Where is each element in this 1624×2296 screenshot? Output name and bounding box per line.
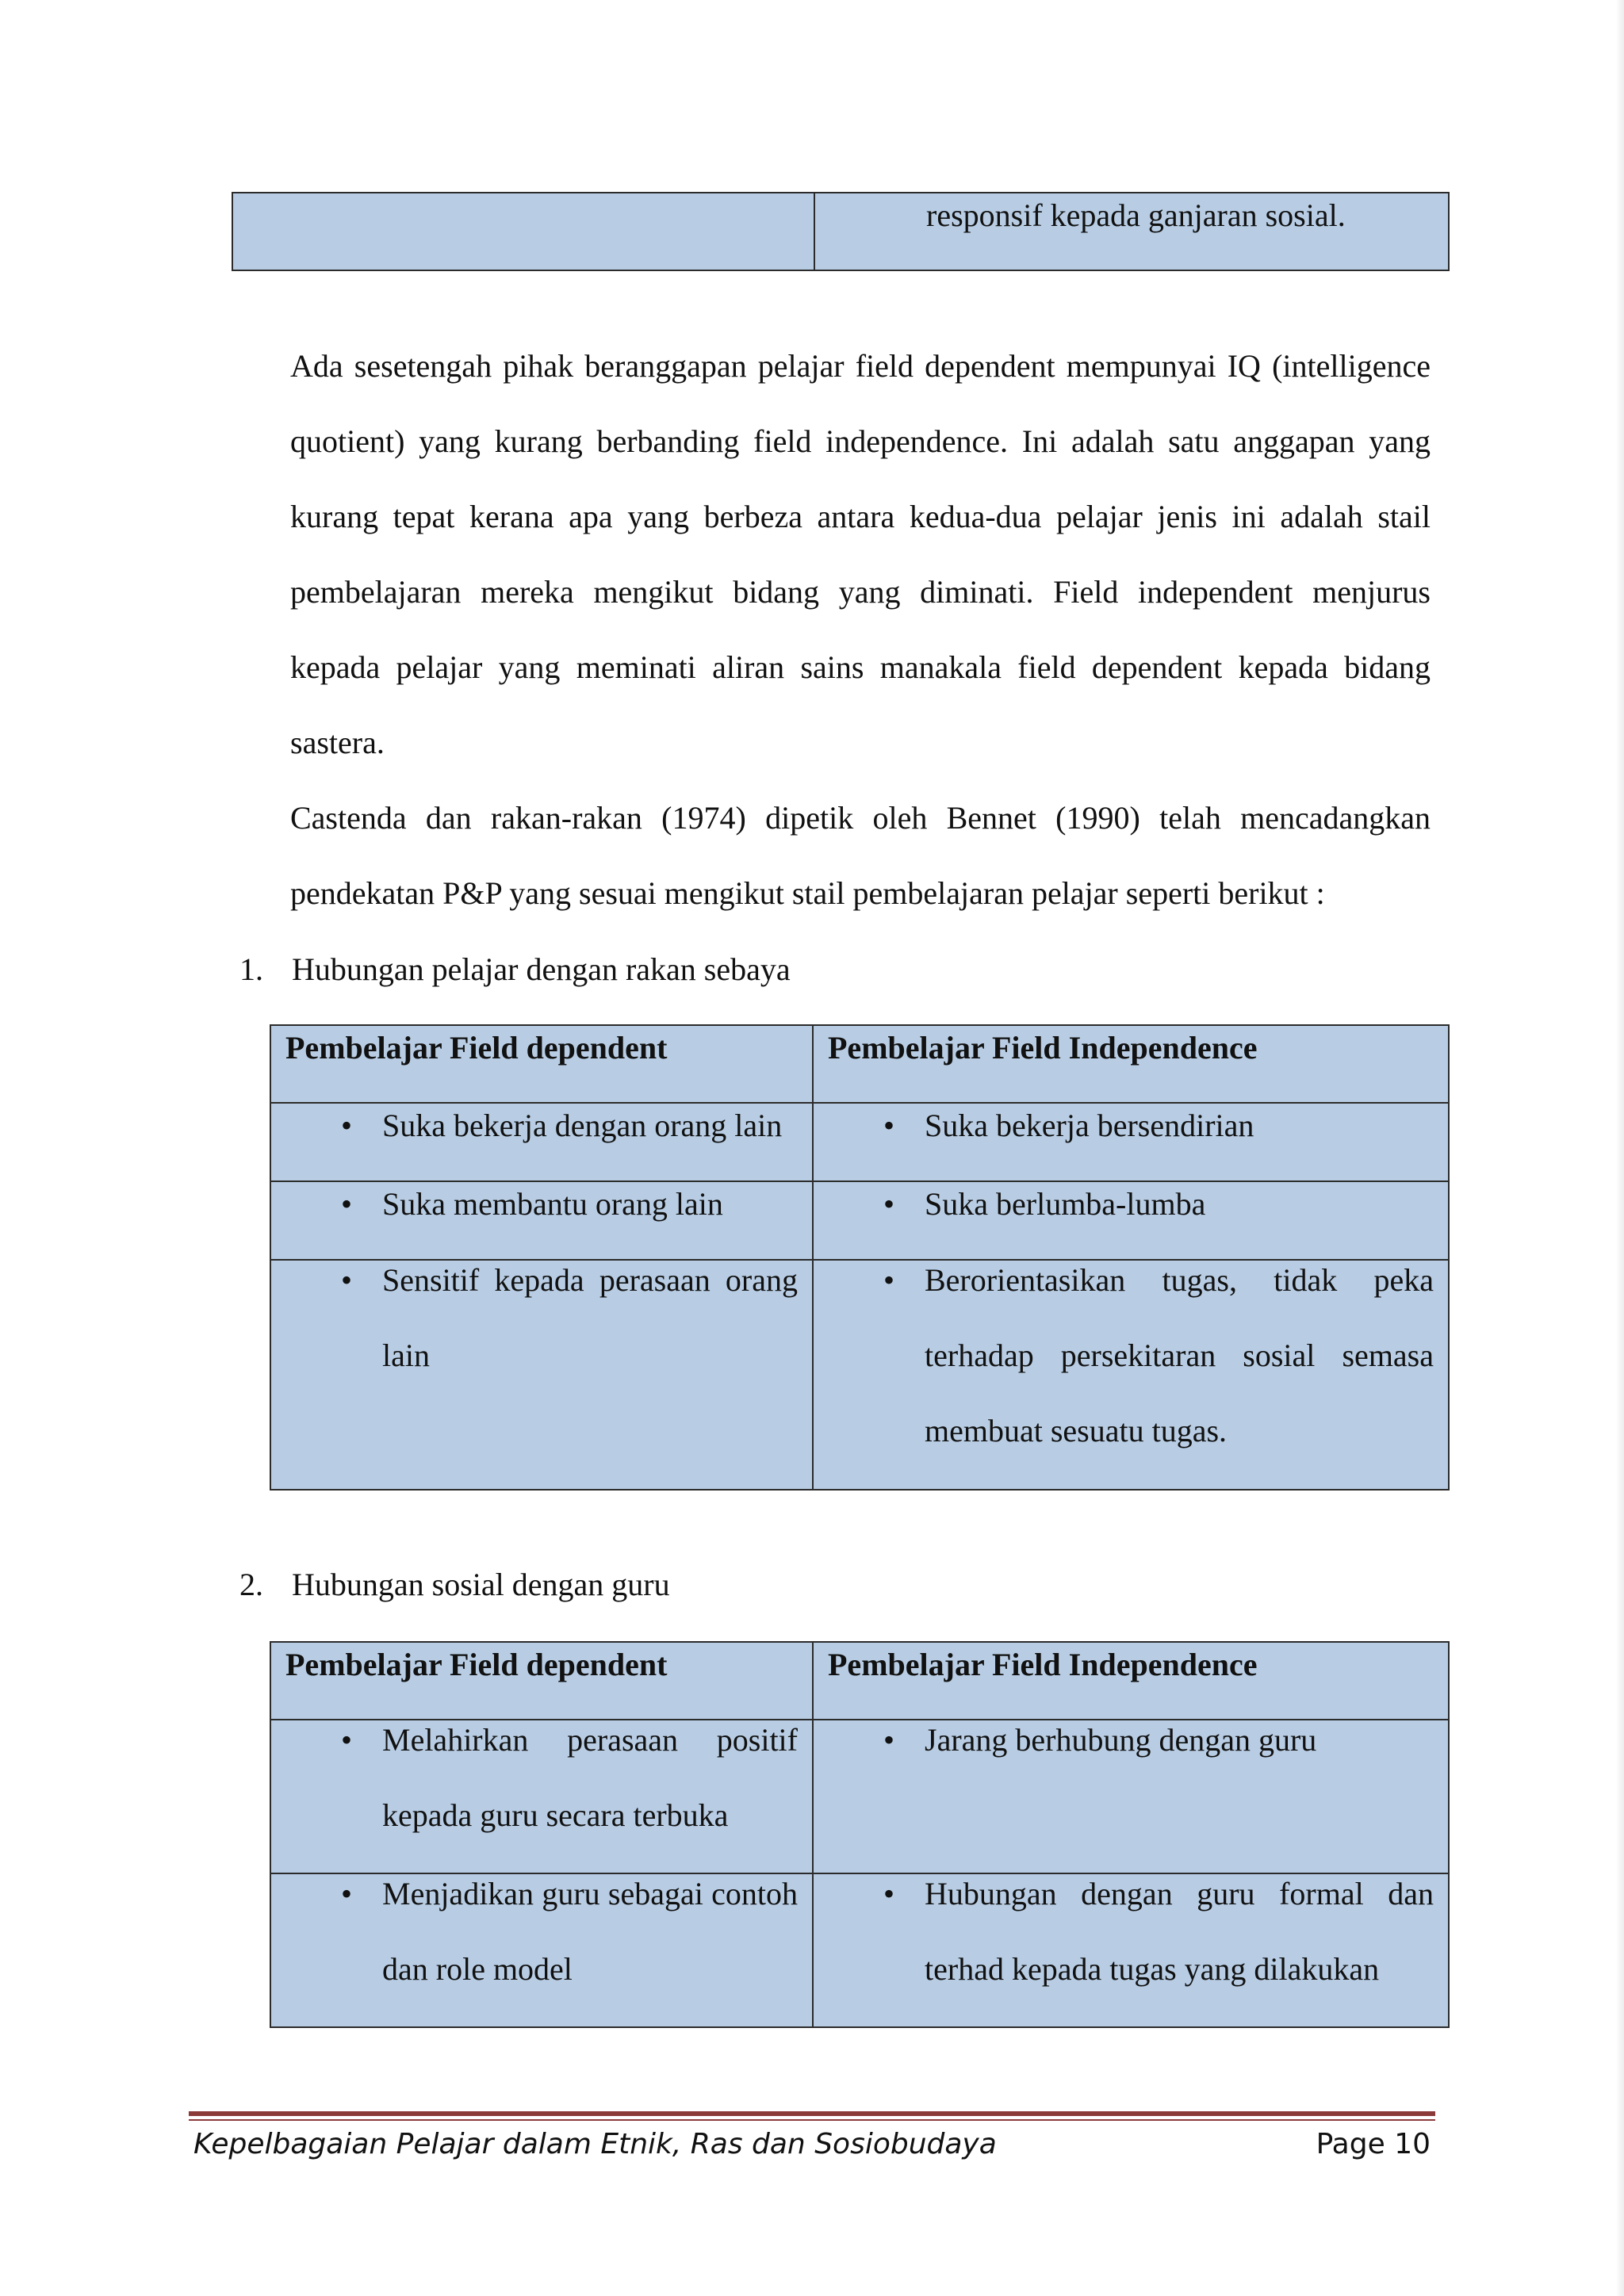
bullet-icon: • xyxy=(340,1722,352,1758)
bullet-icon: • xyxy=(340,1876,352,1911)
section-1-heading xyxy=(239,951,791,989)
cell-text: Melahirkan perasaan positif kepada guru secara terbuka xyxy=(382,1722,798,1833)
section-1-table xyxy=(270,1024,1450,1490)
table-cell xyxy=(813,1873,1449,2027)
section-2-heading xyxy=(239,1566,670,1604)
page-edge-shadow xyxy=(1616,0,1624,2296)
table-header-independence: Pembelajar Field Independence xyxy=(813,1025,1449,1103)
table-cell xyxy=(270,1873,813,2027)
footer-title: Kepelbagaian Pelajar dalam Etnik, Ras dan Sosiobudaya xyxy=(193,2128,997,2160)
bullet-icon: • xyxy=(883,1722,894,1758)
table-cell xyxy=(270,1260,813,1490)
continued-table xyxy=(232,192,1450,271)
section-2-table xyxy=(270,1641,1450,2028)
cell-text: Berorientasikan tugas, tidak peka terhadap persekitaran sosial semasa membuat sesuatu tugas. xyxy=(925,1262,1434,1448)
bullet-icon: • xyxy=(340,1186,352,1222)
footer-divider-thin xyxy=(189,2119,1435,2121)
table-cell xyxy=(270,1103,813,1181)
continued-table-text: responsif kepada ganjaran sosial. xyxy=(926,197,1346,233)
table-header-dependent: Pembelajar Field dependent xyxy=(270,1025,813,1103)
bullet-icon: • xyxy=(883,1876,894,1911)
paragraph-1: Ada sesetengah pihak beranggapan pelajar field dependent mempunyai IQ (intelligence quotient) yang kurang berbanding field independence. Ini adalah satu anggapan yang kurang tepat kerana apa yang berbeza antara kedua-dua pelajar jenis ini adalah stail pembelajaran mereka mengikut bidang yang diminati. Field independent menjurus kepada pelajar yang meminati aliran sains manakala field dependent kepada bidang sastera. xyxy=(290,348,1431,760)
table-cell xyxy=(813,1260,1449,1490)
bullet-icon: • xyxy=(340,1262,352,1298)
footer-divider xyxy=(189,2111,1435,2116)
page-number: Page 10 xyxy=(1316,2128,1431,2160)
cell-text: Jarang berhubung dengan guru xyxy=(925,1722,1317,1758)
bullet-icon: • xyxy=(883,1262,894,1298)
continued-table-left-cell xyxy=(232,193,814,270)
table-cell xyxy=(813,1720,1449,1873)
cell-text: Suka bekerja bersendirian xyxy=(925,1108,1254,1143)
cell-text: Menjadikan guru sebagai contoh dan role model xyxy=(382,1876,798,1987)
cell-text: Suka berlumba-lumba xyxy=(925,1186,1206,1222)
bullet-icon: • xyxy=(883,1108,894,1143)
bullet-icon: • xyxy=(340,1108,352,1143)
cell-text: Hubungan dengan guru formal dan terhad kepada tugas yang dilakukan xyxy=(925,1876,1434,1987)
bullet-icon: • xyxy=(883,1186,894,1222)
cell-text: Sensitif kepada perasaan orang lain xyxy=(382,1262,798,1373)
cell-text: Suka bekerja dengan orang lain xyxy=(382,1108,783,1143)
section-2-number: 2. xyxy=(239,1567,263,1602)
cell-text: Suka membantu orang lain xyxy=(382,1186,723,1222)
table-header-independence: Pembelajar Field Independence xyxy=(813,1642,1449,1720)
section-1-number: 1. xyxy=(239,951,263,987)
table-header-dependent: Pembelajar Field dependent xyxy=(270,1642,813,1720)
table-cell xyxy=(813,1103,1449,1181)
section-1-title: Hubungan pelajar dengan rakan sebaya xyxy=(292,951,791,987)
paragraph-2: Castenda dan rakan-rakan (1974) dipetik oleh Bennet (1990) telah mencadangkan pendekatan P&P yang sesuai mengikut stail pembelajaran pelajar seperti berikut : xyxy=(290,800,1431,911)
continued-table-right-cell xyxy=(814,193,1449,270)
table-cell xyxy=(270,1720,813,1873)
section-2-title: Hubungan sosial dengan guru xyxy=(292,1567,670,1602)
